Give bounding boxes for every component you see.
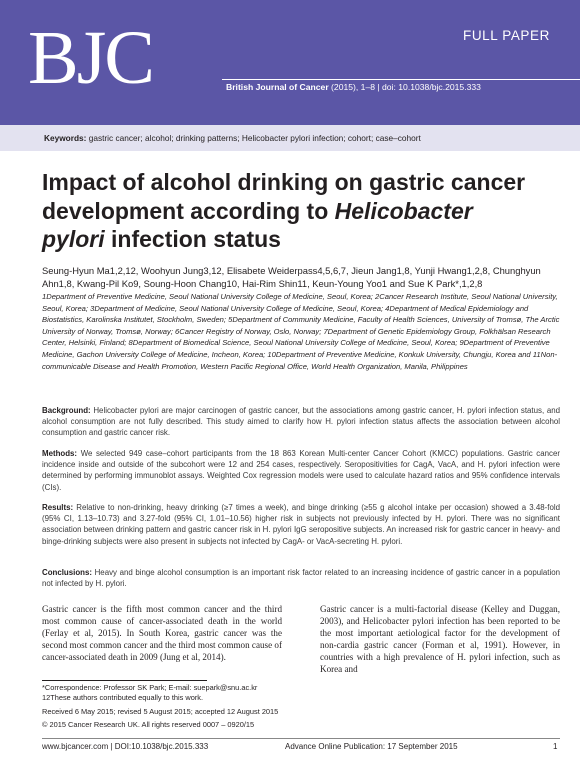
background-label: Background: <box>42 406 91 415</box>
equal-contribution-note: 12These authors contributed equally to this work. <box>42 693 204 702</box>
methods-text: We selected 949 case–cohort participants from the 18 863 Korean Multi-center Cancer Cohort (KMCC) populations. Gastric cancer incidence inside and outside of the subcohort were 12 and 254 cases, respectively. Seropositivities for CagA, VacA, and H. pylori infection were determined by performing immunoblot assays. Weighted Cox regression models were used to calculate hazard ratios and 95% confidence intervals (CIs). <box>42 449 560 492</box>
footer-website-doi[interactable]: www.bjcancer.com | DOI:10.1038/bjc.2015.333 <box>42 742 209 751</box>
journal-name: British Journal of Cancer <box>226 82 329 92</box>
keywords-label: Keywords: <box>44 133 87 143</box>
background-text: Helicobacter pylori are major carcinogen of gastric cancer, but the associations among gastric cancer, H. pylori infection status, and alcohol consumption are not fully described. This study aimed to clarify how H. pylori infection status affects the association between alcohol consumption and gastric cancer risk. <box>42 406 560 438</box>
journal-citation <box>226 82 481 92</box>
copyright-note: © 2015 Cancer Research UK. All rights reserved 0007 – 0920/15 <box>42 720 255 729</box>
correspondence-note: *Correspondence: Professor SK Park; E-mail: suepark@snu.ac.kr <box>42 683 258 692</box>
received-dates: Received 6 May 2015; revised 5 August 2015; accepted 12 August 2015 <box>42 707 279 716</box>
conclusions-text: Heavy and binge alcohol consumption is an important risk factor related to an increasing incidence of gastric cancer in a population not infected by H. pylori. <box>42 568 560 589</box>
footnote-divider <box>42 680 207 681</box>
abstract-conclusions <box>42 567 560 589</box>
results-label: Results: <box>42 503 74 512</box>
title-line-2a: development according to <box>42 197 335 224</box>
footer-divider <box>42 738 560 739</box>
article-title <box>42 168 562 254</box>
article-type-label: FULL PAPER <box>462 28 550 43</box>
conclusions-label: Conclusions: <box>42 568 92 577</box>
keywords <box>44 133 421 143</box>
body-column-left: Gastric cancer is the fifth most common cancer and the third most common cause of cancer-associated death in the world (Ferlay et al, 2015). In South Korea, gastric cancer was the second most common cancer and the third most common cause of cancer-associated death in 2009 (Jung et al, 2014). <box>42 604 282 662</box>
abstract-results <box>42 502 560 547</box>
citation-details: (2015), 1–8 | doi: 10.1038/bjc.2015.333 <box>328 82 481 92</box>
title-line-1: Impact of alcohol drinking on gastric cancer <box>42 169 526 195</box>
footer-publication-date: Advance Online Publication: 17 September 2015 <box>285 742 458 751</box>
results-text: Relative to non-drinking, heavy drinking (≥7 times a week), and binge drinking (≥55 g alcohol intake per occasion) showed a 3.48-fold (95% CI, 1.13–10.73) and 3.27-fold (95% CI, 1.01–10.56) higher risk in subjects not previously infected by H. pylori. There was no significant association between drinking pattern and gastric cancer risk in H. pylori IgG seropositive subjects. An increased risk for gastric cancer in heavy- and binge-drinking subjects were also present in subjects not infected by CagA- or VacA-secreting H. pylori. <box>42 503 560 546</box>
journal-logo: BJC <box>28 16 153 100</box>
title-line-3b: infection status <box>104 226 281 252</box>
abstract-background <box>42 405 560 439</box>
page-number: 1 <box>553 742 558 751</box>
methods-label: Methods: <box>42 449 78 458</box>
affiliations: 1Department of Preventive Medicine, Seoul National University College of Medicine, Seoul, Korea; 2Cancer Research Institute, Seoul National University, Seoul, Korea; 3Department of Medicine, Seoul National University College of Medicine, Seoul, Korea; 4Department of Medical Epidemiology and Biostatistics, Karolinska Institutet, Stockholm, Sweden; 5Department of Community Medicine, Faculty of Health Sciences, University of Tromsø, The Arctic University of Norway, Tromsø, Norway; 6Cancer Registry of Norway, Oslo, Norway; 7Department of Genetic Epidemiology Group, Folkhälsan Research Center, Helsinki, Finland; 8Department of Biomedical Science, Seoul National University College of Medicine, Seoul, Korea; 9Department of Preventive Medicine, Gachon University College of Medicine, Incheon, Korea; 10Department of Preventive Medicine, Konkuk University, Chungju, Korea and 11Non-communicable Disease and Health Promotion, Western Pacific Regional Office, World Health Organization, Manila, Philippines <box>42 292 560 371</box>
title-line-3a: pylori <box>42 226 105 252</box>
author-list: Seung-Hyun Ma1,2,12, Woohyun Jung3,12, Elisabete Weiderpass4,5,6,7, Jieun Jang1,8, Yunji Hwang1,2,8, Chunghyun Ahn1,8, Kwang-Pil Ko9, Soung-Hoon Chang10, Hai-Rim Shin11, Keun-Young Yoo1 and Sue K Park*,1,2,8 <box>42 265 541 289</box>
abstract-methods <box>42 448 560 493</box>
title-line-2b: Helicobacter <box>334 197 473 224</box>
keywords-text: gastric cancer; alcohol; drinking patterns; Helicobacter pylori infection; cohort; case–cohort <box>88 133 421 143</box>
header-divider <box>222 79 580 80</box>
body-column-right: Gastric cancer is a multi-factorial disease (Kelley and Duggan, 2003), and Helicobacter pylori infection has been reported to be the most important aetiological factor for the development of non-cardia gastric cancer (Forman et al, 1991). However, in countries with a high prevalence of H. pylori infection, such as Korea and <box>320 604 560 674</box>
